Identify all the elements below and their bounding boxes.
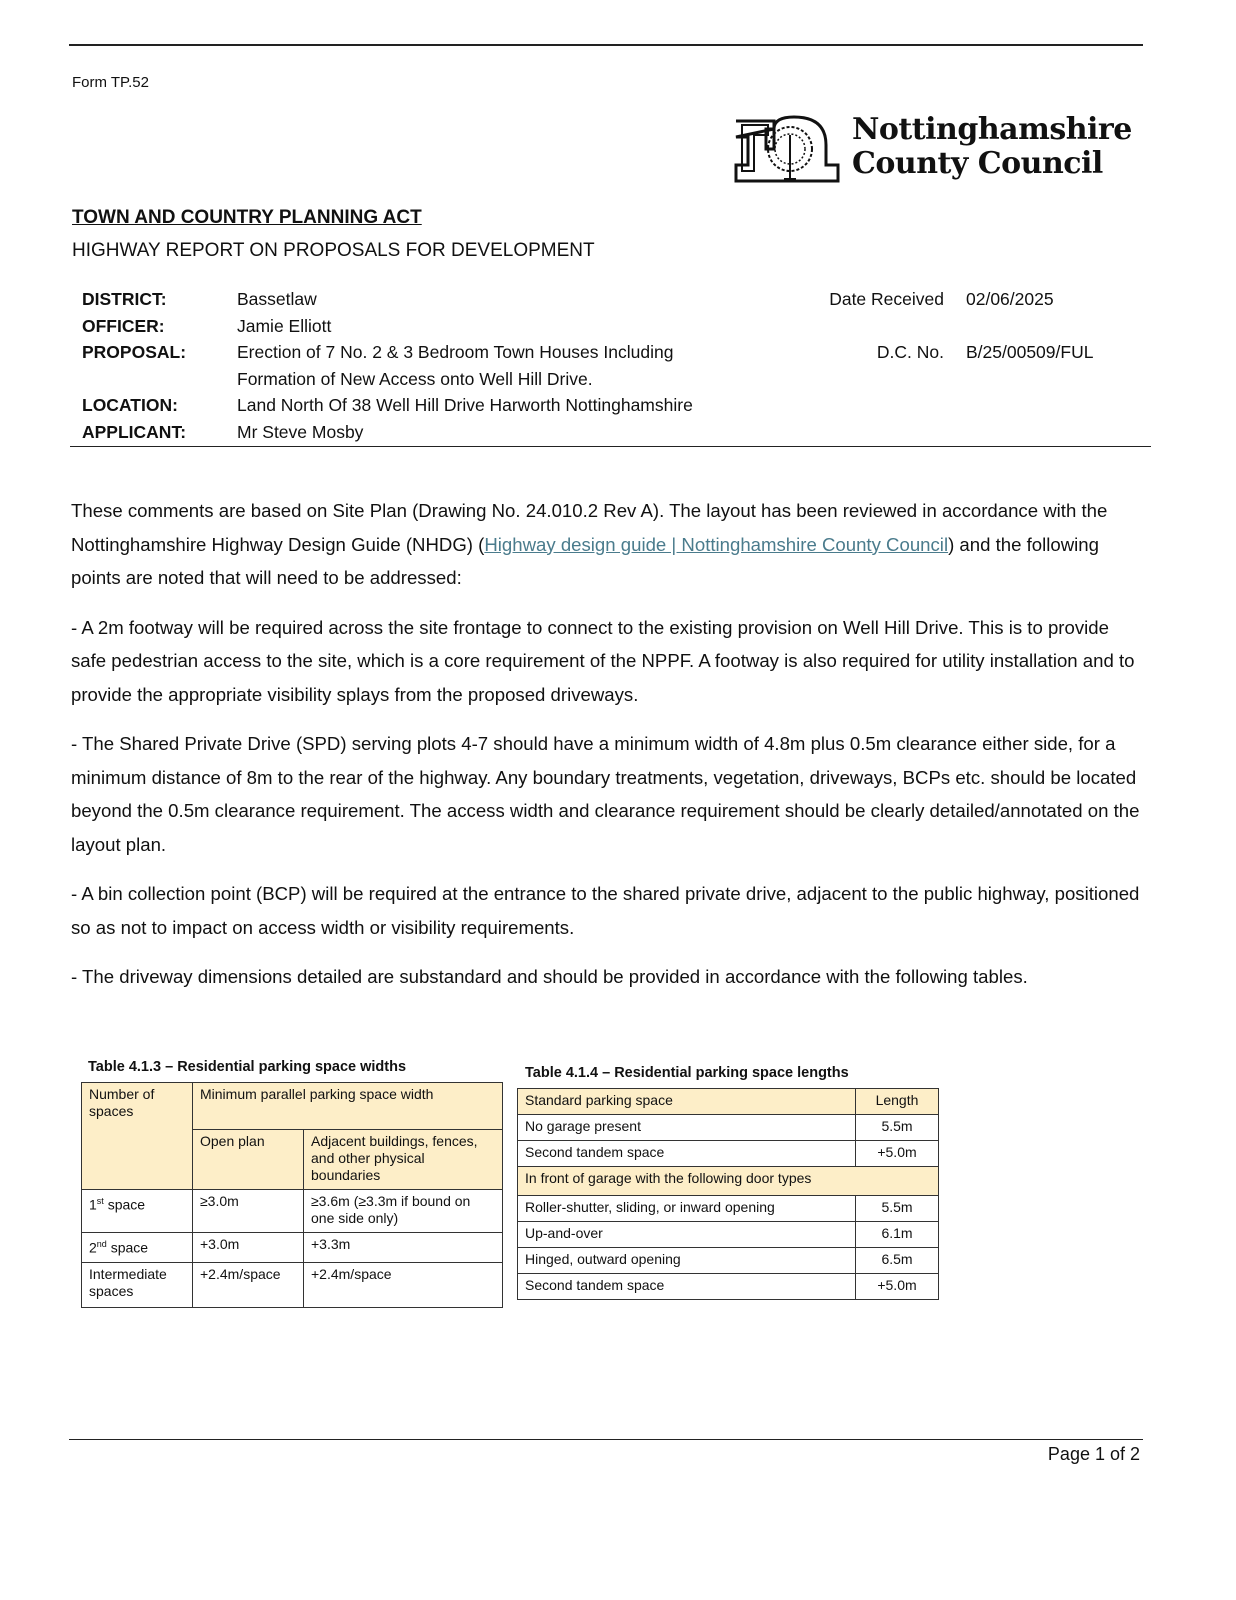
tree-emblem-icon (734, 115, 844, 185)
header-cell: Minimum parallel parking space width (193, 1083, 503, 1130)
header-cell: Open plan (193, 1130, 304, 1190)
paragraph-bcp: - A bin collection point (BCP) will be required at the entrance to the shared private drive, adjacent to the public highway, positioned so as not to impact on access width or visibility requirements. (71, 883, 1140, 938)
report-body (71, 494, 1146, 1010)
proposal-label: PROPOSAL: (82, 342, 187, 363)
table-cell: Second tandem space (518, 1274, 856, 1300)
table-cell: 1st space (82, 1190, 193, 1233)
table-cell: +3.0m (193, 1233, 304, 1263)
parking-widths-table-block (88, 1059, 503, 1308)
table-title: Table 4.1.4 – Residential parking space lengths (525, 1065, 849, 1081)
table-cell: Roller-shutter, sliding, or inward opening (518, 1196, 856, 1222)
header-cell: In front of garage with the following door types (518, 1167, 939, 1196)
header-cell: Length (856, 1089, 939, 1115)
table-cell: +5.0m (856, 1141, 939, 1167)
paragraph-intro (71, 494, 1146, 595)
report-subheading: HIGHWAY REPORT ON PROPOSALS FOR DEVELOPMENT (72, 240, 595, 261)
date-received-label: Date Received (829, 289, 944, 309)
parking-lengths-table-block (525, 1065, 939, 1300)
table-cell: No garage present (518, 1115, 856, 1141)
parking-widths-table (81, 1082, 503, 1308)
logo-line2: County Council (852, 146, 1103, 181)
dc-no-value: B/25/00509/FUL (966, 342, 1094, 363)
paragraph-driveway: - The driveway dimensions detailed are substandard and should be provided in accordance with the following tables. (71, 966, 1028, 987)
proposal-line2: Formation of New Access onto Well Hill Drive. (237, 368, 593, 389)
top-rule (69, 44, 1143, 46)
table-cell: 2nd space (82, 1233, 193, 1263)
form-id: Form TP.52 (72, 74, 149, 91)
header-cell: Adjacent buildings, fences, and other physical boundaries (304, 1130, 503, 1190)
table-cell: Intermediate spaces (82, 1262, 193, 1307)
table-row (518, 1141, 939, 1167)
paragraph-spd: - The Shared Private Drive (SPD) serving plots 4-7 should have a minimum width of 4.8m plus 0.5m clearance either side, for a minimum distance of 8m to the rear of the highway. Any boundary treatments, vegetation, driveways, BCPs etc. should be located beyond the 0.5m clearance requirement. The access width and clearance requirement should be clearly detailed/annotated on the layout plan. (71, 733, 1140, 855)
table-row (518, 1115, 939, 1141)
act-heading: TOWN AND COUNTRY PLANNING ACT (72, 207, 422, 228)
district-label: DISTRICT: (82, 289, 167, 309)
table-row (82, 1262, 503, 1307)
parking-lengths-table (517, 1088, 939, 1300)
proposal-line1: Erection of 7 No. 2 & 3 Bedroom Town Houses Including (237, 342, 674, 363)
table-cell: 6.1m (856, 1222, 939, 1248)
table-cell: +2.4m/space (193, 1262, 304, 1307)
table-cell: ≥3.6m (≥3.3m if bound on one side only) (304, 1190, 503, 1233)
council-logo (734, 113, 1144, 188)
officer-value: Jamie Elliott (237, 315, 332, 336)
table-row (518, 1222, 939, 1248)
header-cell: Standard parking space (518, 1089, 856, 1115)
table-cell: +2.4m/space (304, 1262, 503, 1307)
officer-label: OFFICER: (82, 315, 165, 336)
dc-no-label: D.C. No. (876, 342, 944, 363)
location-value: Land North Of 38 Well Hill Drive Harworth Nottinghamshire (237, 395, 693, 416)
table-cell: Hinged, outward opening (518, 1248, 856, 1274)
table-cell: +3.3m (304, 1233, 503, 1263)
table-row (82, 1190, 503, 1233)
table-title: Table 4.1.3 – Residential parking space widths (88, 1059, 407, 1075)
footer-rule (69, 1439, 1143, 1440)
table-cell: Up-and-over (518, 1222, 856, 1248)
applicant-label: APPLICANT: (82, 422, 187, 442)
page-number: Page 1 of 2 (1047, 1444, 1140, 1464)
table-row (82, 1233, 503, 1263)
logo-line1: Nottinghamshire (852, 112, 1132, 147)
intro-text: These comments are based on Site Plan (Drawing No. 24.010.2 Rev A). The layout has been reviewed in accordance with the Nottinghamshire Highway Design Guide (NHDG) ( (71, 500, 1108, 555)
location-label: LOCATION: (82, 395, 178, 416)
highway-design-guide-link[interactable]: Highway design guide | Nottinghamshire County Council (484, 533, 949, 555)
applicant-value: Mr Steve Mosby (237, 422, 364, 442)
table-cell: 6.5m (856, 1248, 939, 1274)
details-rule (70, 446, 1151, 447)
paragraph-footway: - A 2m footway will be required across the site frontage to connect to the existing provision on Well Hill Drive. This is to provide safe pedestrian access to the site, which is a core requirement of the NPPF. A footway is also required for utility installation and to provide the appropriate visibility splays from the proposed driveways. (71, 616, 1135, 705)
date-received-value: 02/06/2025 (966, 289, 1054, 309)
intro-text-end: ) and the following points are noted that will need to be addressed: (71, 533, 1099, 588)
table-cell: ≥3.0m (193, 1190, 304, 1233)
table-cell: 5.5m (856, 1115, 939, 1141)
table-cell: +5.0m (856, 1274, 939, 1300)
table-cell: Second tandem space (518, 1141, 856, 1167)
table-row (518, 1196, 939, 1222)
table-row (518, 1248, 939, 1274)
district-value: Bassetlaw (237, 289, 317, 309)
table-cell: 5.5m (856, 1196, 939, 1222)
header-cell: Number of spaces (82, 1083, 193, 1190)
table-row (518, 1274, 939, 1300)
